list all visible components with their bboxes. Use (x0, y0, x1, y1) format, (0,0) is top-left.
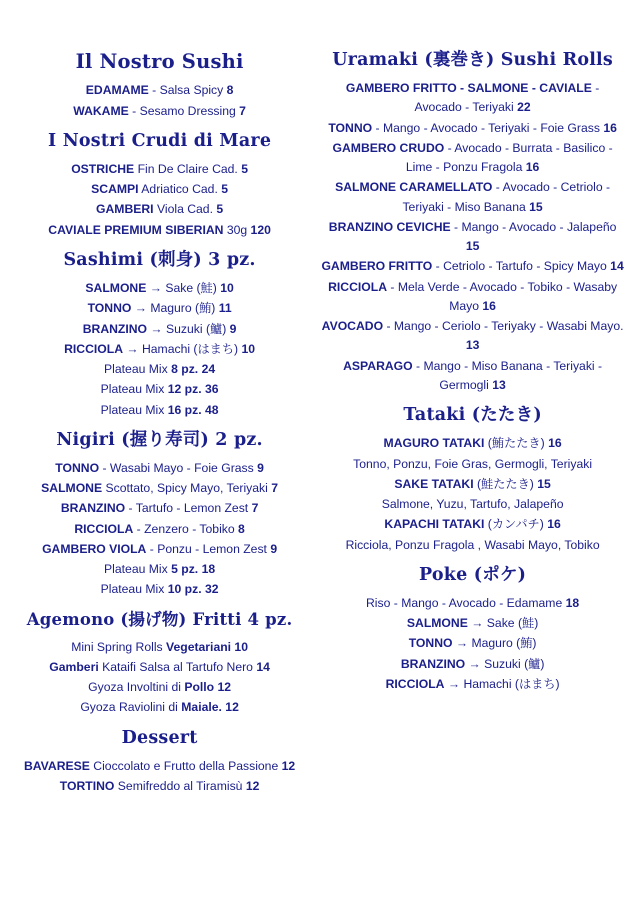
menu-item-description: → Suzuki (鱸) (147, 321, 230, 336)
menu-item-price: 9 (270, 541, 278, 556)
section-title: Nigiri (握り寿司) 2 pz. (56, 429, 263, 450)
menu-item (319, 515, 626, 534)
menu-item (14, 638, 305, 657)
section-title: Poke (ポケ) (419, 564, 527, 585)
menu-item-price: 5 (221, 182, 229, 197)
menu-item-description: Semifreddo al Tiramisù (114, 778, 246, 793)
menu-item-description: Mini Spring Rolls (71, 639, 167, 654)
menu-item-name: TONNO (87, 301, 132, 316)
menu-item-price: 13 (492, 377, 506, 392)
menu-item-description: - Mela Verde - Avocado - Tobiko - Wasaby Mayo (387, 279, 618, 313)
menu-item-price: 16 (548, 436, 562, 451)
menu-item-description: → Sake (鮭) (467, 616, 539, 631)
section-title: Agemono (揚げ物) Fritti 4 pz. (26, 609, 293, 629)
menu-item-price: 9 (257, 460, 264, 475)
menu-item-name: WAKAME (73, 103, 129, 118)
menu-item (14, 320, 305, 339)
menu-item-description: (カンパチ) (484, 517, 548, 532)
section-title: Tataki (たたき) (403, 405, 542, 426)
menu-item-description: → Maguro (鮪) (452, 636, 537, 651)
menu-item-price: 12 (245, 778, 260, 793)
menu-item-name: RICCIOLA (385, 676, 445, 691)
menu-item-name: GAMBERO CRUDO (332, 140, 445, 155)
menu-section (14, 131, 305, 240)
menu-item-description: Plateau Mix (100, 402, 168, 417)
menu-item-price: 22 (517, 100, 531, 115)
menu-item-price: Maiale. 12 (181, 700, 239, 715)
menu-item-name: SALMONE (85, 280, 147, 295)
menu-item-description: Tonno, Ponzu, Foie Gras, Germogli, Teriyaki (353, 456, 593, 471)
menu-item-name: SALMONE (406, 616, 468, 631)
menu-item (14, 160, 305, 179)
menu-item-price: 9 (229, 321, 237, 336)
menu-item (14, 81, 305, 100)
menu-item-price: 120 (250, 222, 271, 237)
menu-item (14, 200, 305, 219)
menu-item-name: GAMBERI (96, 202, 154, 217)
menu-item-description: Scottato, Spicy Mayo, Teriyaki (102, 481, 272, 496)
menu-section (14, 50, 305, 121)
section-title: Dessert (121, 727, 198, 748)
menu-item-price: 14 (256, 659, 270, 674)
menu-section (14, 610, 305, 718)
menu-item-description: - Tartufo - Lemon Zest (125, 501, 252, 516)
menu-item (319, 119, 626, 138)
menu-item-name: TONNO (328, 120, 373, 135)
menu-section (319, 405, 626, 555)
menu-item-name: BRANZINO CEVICHE (328, 219, 451, 234)
menu-item-name: BRANZINO (60, 501, 126, 516)
menu-item-description: - Sesamo Dressing (128, 103, 240, 118)
menu-item-name: GAMBERO FRITTO - SALMONE - CAVIALE (345, 81, 592, 95)
menu-section (14, 250, 305, 420)
menu-item (319, 614, 626, 633)
menu-item-name: SCAMPI (91, 182, 139, 197)
menu-item-price: 7 (251, 501, 259, 516)
menu-item (14, 499, 305, 518)
menu-item-name: CAVIALE PREMIUM SIBERIAN (48, 222, 224, 237)
menu-column-left (14, 40, 313, 895)
menu-item-name: SAKE TATAKI (394, 476, 474, 491)
menu-item-name: RICCIOLA (64, 341, 123, 356)
menu-item (14, 102, 305, 121)
menu-item-name: BRANZINO (400, 656, 466, 671)
menu-item-name: GAMBERO FRITTO (321, 259, 433, 274)
menu-item-description: Gyoza Raviolini di (80, 700, 182, 715)
menu-item-price: 11 (218, 301, 232, 316)
menu-item (14, 698, 305, 717)
menu-item (14, 401, 305, 420)
menu-item-name: TONNO (55, 460, 100, 475)
menu-item-price: 8 (226, 83, 234, 98)
menu-item-price: 16 (525, 160, 540, 175)
menu-item-name: BAVARESE (23, 758, 90, 773)
menu-item-description: Adriatico Cad. (138, 182, 222, 197)
menu-item-price: Pollo 12 (184, 680, 232, 695)
menu-item-price: 16 (547, 517, 561, 532)
menu-item (14, 540, 305, 559)
menu-item (319, 278, 626, 317)
menu-item (14, 520, 305, 539)
menu-section (14, 430, 305, 600)
menu-item-description: - Mango - Avocado - Teriyaki - Foie Grass (372, 120, 604, 135)
menu-item (319, 536, 626, 555)
menu-item (14, 380, 305, 399)
section-title: Il Nostro Sushi (75, 50, 244, 73)
section-title: Sashimi (刺身) 3 pz. (63, 249, 256, 270)
menu-item (14, 299, 305, 318)
menu-item-price: 7 (239, 103, 246, 118)
menu-item-description: - Cetriolo - Tartufo - Spicy Mayo (432, 259, 611, 274)
menu-item-price: 7 (271, 481, 279, 496)
menu-item-description: Viola Cad. (153, 202, 217, 217)
menu-item-description: Plateau Mix (104, 562, 172, 577)
menu-item-name: EDAMAME (85, 83, 149, 98)
menu-item-description: Plateau Mix (100, 382, 168, 397)
menu-item-name: GAMBERO VIOLA (42, 541, 147, 556)
menu-item-price: Vegetariani 10 (166, 639, 248, 654)
menu-item-description: (鮪たたき) (484, 436, 549, 451)
menu-item-description: → Maguro (鮪) (131, 301, 219, 316)
menu-item (14, 279, 305, 298)
menu-item (14, 560, 305, 579)
menu-item-description: → Hamachi (はまち) (444, 676, 560, 691)
menu-item-name: BRANZINO (82, 321, 148, 336)
menu-item-price: 14 (610, 259, 624, 274)
menu-item-description: - Avocado - Cetriolo - Teriyaki - Miso Banana (402, 180, 611, 214)
menu-item (319, 594, 626, 613)
section-title: I Nostri Crudi di Mare (48, 130, 272, 151)
menu-item-name: SALMONE (41, 481, 103, 496)
menu-item-description: - Avocado - Teriyaki (414, 81, 600, 115)
menu-item (319, 634, 626, 653)
menu-item (319, 178, 626, 217)
menu-item-description: - Salsa Spicy (148, 83, 227, 98)
menu-item-description: 30g (223, 222, 251, 237)
menu-item (319, 475, 626, 494)
menu-item (14, 180, 305, 199)
menu-item (14, 757, 305, 776)
section-title: Uramaki (裏巻き) Sushi Rolls (332, 50, 613, 70)
menu-item-name: ASPARAGO (343, 358, 413, 373)
menu-item-price: 15 (537, 476, 551, 491)
menu-item-price: 13 (465, 338, 480, 353)
menu-item-description: Plateau Mix (100, 582, 168, 597)
menu-item (319, 434, 626, 453)
menu-item (319, 495, 626, 514)
menu-item-name: TORTINO (59, 778, 115, 793)
menu-item-name: MAGURO TATAKI (383, 436, 485, 451)
menu-item-description: Ricciola, Ponzu Fragola , Wasabi Mayo, Tobiko (345, 537, 600, 552)
menu-item-name: TONNO (408, 636, 453, 651)
menu-item (14, 580, 305, 599)
menu-column-right (313, 40, 626, 895)
menu-item-description: Fin De Claire Cad. (134, 161, 242, 176)
menu-item-description: - Mango - Avocado - Jalapeño (450, 219, 617, 234)
menu-item (319, 257, 626, 276)
menu-item (14, 777, 305, 796)
menu-item-price: 8 pz. 24 (171, 362, 216, 377)
menu-item-price: 16 (482, 298, 496, 313)
menu-item-description: → Hamachi (はまち) (123, 341, 242, 356)
menu-item (14, 678, 305, 697)
menu-item-description: - Ponzu - Lemon Zest (146, 541, 271, 556)
menu-item-description: → Suzuki (鱸) (465, 656, 545, 671)
menu-item-price: 15 (529, 199, 543, 214)
menu-item-price: 10 (241, 341, 256, 356)
menu-item (319, 317, 626, 356)
menu-item-description: - Mango - Ceriolo - Teriyaky - Wasabi Mayo. (383, 319, 624, 334)
menu-item-name: KAPACHI TATAKI (384, 517, 485, 532)
menu-item-price: 5 pz. 18 (171, 562, 216, 577)
menu-item-name: AVOCADO (321, 319, 384, 334)
menu-item-name: OSTRICHE (71, 161, 135, 176)
menu-item (319, 139, 626, 178)
menu-item-name: RICCIOLA (328, 279, 387, 294)
menu-item-price: 15 (465, 239, 480, 254)
menu-item-price: 18 (565, 595, 580, 610)
menu-item-description: Riso - Mango - Avocado - Edamame (366, 595, 566, 610)
menu-item-price: 16 pz. 48 (167, 402, 219, 417)
menu-item-price: 5 (216, 202, 224, 217)
menu-item (319, 79, 626, 118)
menu-item-price: 12 (281, 758, 296, 773)
menu-item (319, 675, 626, 694)
menu-item-price: 10 (220, 280, 234, 295)
menu-item (319, 455, 626, 474)
menu-item (319, 655, 626, 674)
menu-item (14, 479, 305, 498)
menu-item-description: Plateau Mix (104, 362, 172, 377)
menu-item-description: - Wasabi Mayo - Foie Grass (99, 460, 258, 475)
menu-item-description: - Zenzero - Tobiko (133, 521, 239, 536)
menu-item-price: 12 pz. 36 (167, 382, 219, 397)
menu-item-price: 16 (603, 120, 617, 135)
menu-item-description: Gyoza Involtini di (88, 680, 185, 695)
menu-item-name: Gamberi (49, 659, 99, 674)
menu-item-price: 8 (238, 521, 245, 536)
menu-item (14, 658, 305, 677)
menu-item-description: Salmone, Yuzu, Tartufo, Jalapeño (381, 497, 564, 512)
menu-section (319, 50, 626, 395)
menu-item-description: - Avocado - Burrata - Basilico - Lime - Ponzu Fragola (405, 140, 613, 175)
menu-item-price: 5 (241, 161, 248, 176)
menu-item-price: 10 pz. 32 (167, 582, 219, 597)
menu-item (14, 360, 305, 379)
menu-section (319, 565, 626, 694)
menu-item-description: Cioccolato e Frutto della Passione (89, 758, 282, 773)
menu-item-name: RICCIOLA (74, 521, 134, 536)
menu-item-description: (鮭たたき) (473, 476, 538, 491)
menu-item-description: → Sake (鮭) (146, 280, 221, 295)
menu-item-description: Kataifi Salsa al Tartufo Nero (98, 659, 257, 674)
menu-item (14, 459, 305, 478)
menu-item-description: - Mango - Miso Banana - Teriyaki -Germogli (412, 358, 603, 392)
menu-item (14, 221, 305, 240)
menu-item (14, 340, 305, 359)
menu-item (319, 218, 626, 257)
menu-item-name: SALMONE CARAMELLATO (335, 180, 493, 195)
menu-item (319, 357, 626, 396)
menu-section (14, 728, 305, 797)
